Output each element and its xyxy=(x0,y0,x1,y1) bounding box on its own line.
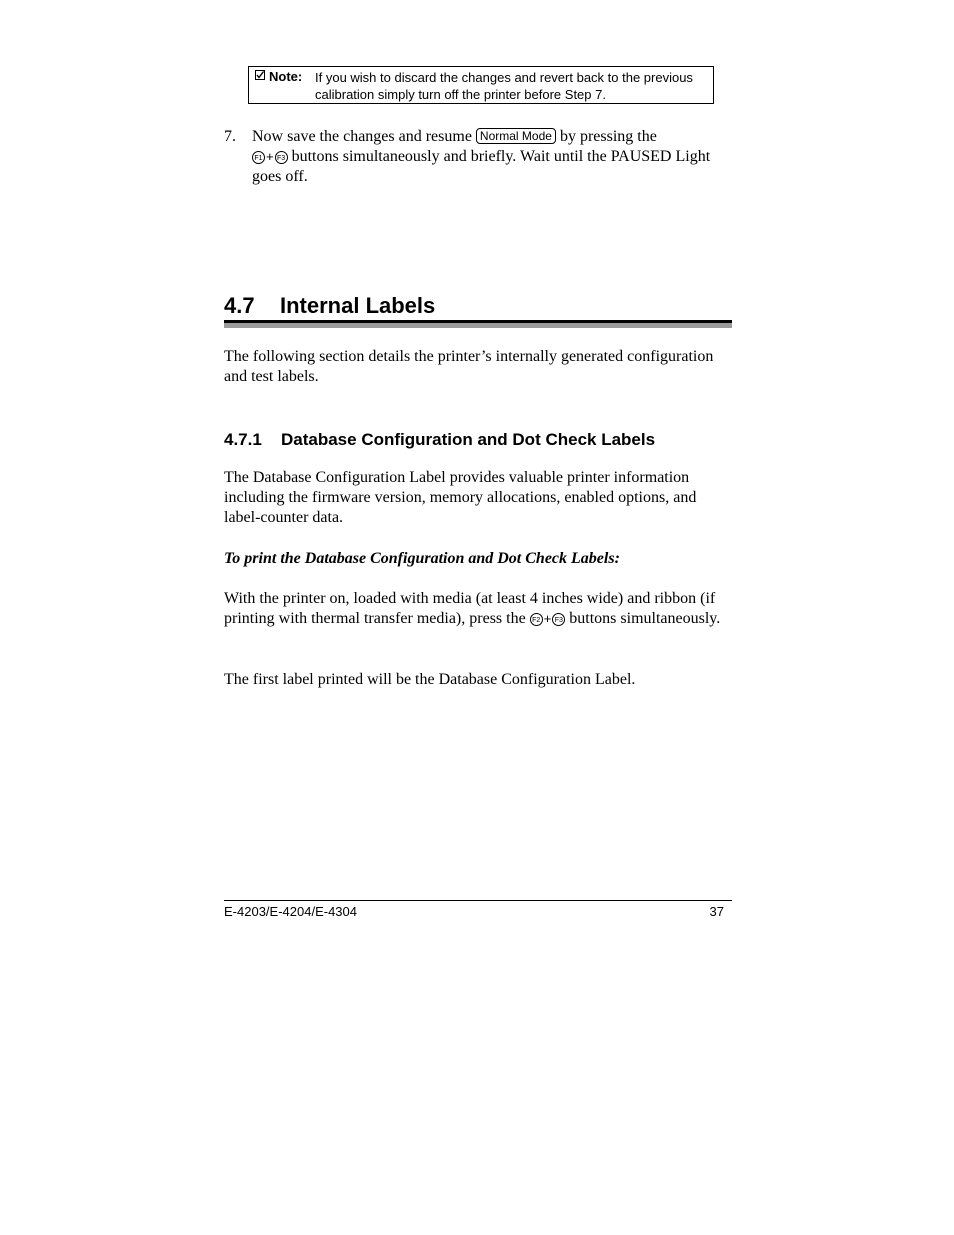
subsection-description: The Database Configuration Label provides valuable printer information including the firmware version, memory allocations, enabled options, and label-counter data. xyxy=(224,469,697,526)
procedure-text xyxy=(224,589,734,629)
checkbox-checked-icon xyxy=(255,70,265,80)
section-heading xyxy=(224,293,435,319)
step-text-part: by pressing the xyxy=(559,128,657,145)
procedure-text-part: buttons simultaneously. xyxy=(569,610,721,627)
procedure-heading: To print the Database Configuration and Dot Check Labels: xyxy=(224,550,620,567)
footer-models: E-4203/E-4204/E-4304 xyxy=(224,904,357,919)
f3-button-icon: F3 xyxy=(552,613,565,626)
subsection-title: Database Configuration and Dot Check Labels xyxy=(281,430,656,449)
subsection-number: 4.7.1 xyxy=(224,430,262,449)
step-number: 7. xyxy=(224,128,236,145)
subsection-heading xyxy=(224,429,655,451)
step-text-part: Now save the changes and resume xyxy=(252,128,472,145)
plus-sign: + xyxy=(266,149,274,164)
heading-rule-shadow xyxy=(224,323,732,328)
section-intro: The following section details the printer’s internally generated configuration and test labels. xyxy=(224,348,714,385)
step-text-part: buttons simultaneously and briefly. Wait until the PAUSED Light goes off. xyxy=(252,148,711,185)
step-7-text xyxy=(252,127,732,187)
note-box xyxy=(248,66,714,104)
f3-button-icon: F3 xyxy=(275,151,288,164)
page-number: 37 xyxy=(709,904,724,919)
normal-mode-key-icon: Normal Mode xyxy=(476,128,556,144)
note-label: Note: xyxy=(269,69,303,84)
f1-button-icon: F1 xyxy=(252,151,265,164)
section-title: Internal Labels xyxy=(280,293,436,318)
footer-rule xyxy=(224,900,732,901)
procedure-text-part: With the printer on, loaded with media (at least 4 inches wide) and ribbon (if printing with thermal transfer media), press the xyxy=(224,590,716,627)
note-text: If you wish to discard the changes and revert back to the previous calibration simply turn off the printer before Step 7. xyxy=(315,70,693,102)
result-text: The first label printed will be the Database Configuration Label. xyxy=(224,671,636,688)
section-number: 4.7 xyxy=(224,293,255,318)
plus-sign: + xyxy=(543,611,552,626)
f2-button-icon: F2 xyxy=(530,613,543,626)
